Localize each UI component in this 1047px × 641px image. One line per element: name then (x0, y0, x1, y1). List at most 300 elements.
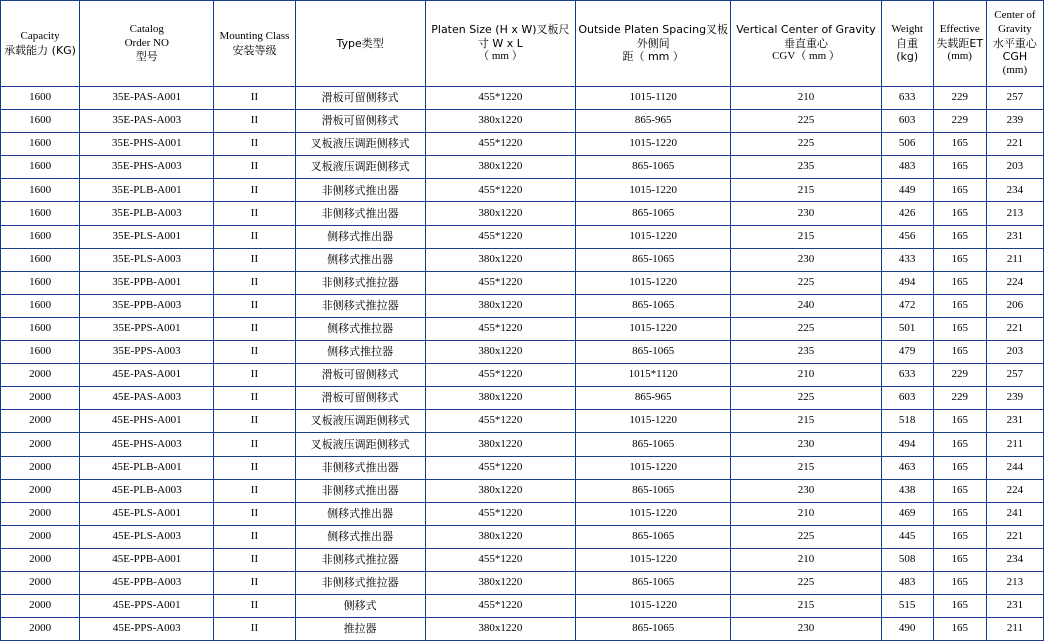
cell-center-of-gravity: 231 (986, 410, 1043, 433)
cell-outside-platen-spacing: 1015-1220 (576, 179, 731, 202)
cell-center-of-gravity: 221 (986, 317, 1043, 340)
cell-platen-size: 455*1220 (425, 364, 575, 387)
cell-platen-size: 380x1220 (425, 387, 575, 410)
cell-type: 叉板液压调距侧移式 (295, 410, 425, 433)
cell-mounting-class: II (214, 410, 295, 433)
cell-type: 叉板液压调距侧移式 (295, 156, 425, 179)
cell-effective-thickness: 165 (933, 248, 986, 271)
cell-order-no: 35E-PHS-A003 (80, 156, 214, 179)
cell-center-of-gravity: 244 (986, 456, 1043, 479)
column-header-capacity-text (3, 30, 77, 58)
header-row (1, 1, 1044, 87)
cell-outside-platen-spacing: 1015-1220 (576, 548, 731, 571)
cell-vertical-center-of-gravity: 210 (731, 502, 881, 525)
cell-outside-platen-spacing: 865-1065 (576, 248, 731, 271)
cell-capacity: 2000 (1, 387, 80, 410)
cell-platen-size: 455*1220 (425, 271, 575, 294)
cell-outside-platen-spacing: 1015-1220 (576, 410, 731, 433)
cell-weight: 494 (881, 433, 933, 456)
cell-effective-thickness: 165 (933, 525, 986, 548)
cell-weight: 490 (881, 618, 933, 641)
cell-effective-thickness: 165 (933, 133, 986, 156)
cell-outside-platen-spacing: 865-1065 (576, 618, 731, 641)
cell-type: 侧移式 (295, 595, 425, 618)
header-line: Center of (994, 9, 1036, 22)
cell-type: 侧移式推出器 (295, 248, 425, 271)
header-line: (mm) (1002, 64, 1028, 77)
cell-order-no: 45E-PPS-A001 (80, 595, 214, 618)
cell-order-no: 35E-PLS-A001 (80, 225, 214, 248)
header-line: Vertical Center of Gravity垂直重心 (736, 22, 876, 50)
cell-outside-platen-spacing: 1015-1220 (576, 133, 731, 156)
cell-outside-platen-spacing: 1015-1120 (576, 87, 731, 110)
cell-vertical-center-of-gravity: 230 (731, 433, 881, 456)
cell-vertical-center-of-gravity: 230 (731, 618, 881, 641)
cell-outside-platen-spacing: 865-1065 (576, 479, 731, 502)
cell-outside-platen-spacing: 1015-1220 (576, 271, 731, 294)
column-header-weight (881, 1, 933, 87)
cell-center-of-gravity: 211 (986, 433, 1043, 456)
cell-mounting-class: II (214, 317, 295, 340)
cell-center-of-gravity: 213 (986, 202, 1043, 225)
header-line: Capacity (20, 29, 60, 42)
cell-type: 滑板可留侧移式 (295, 110, 425, 133)
column-header-platen-size-text (428, 23, 573, 64)
cell-order-no: 35E-PLB-A003 (80, 202, 214, 225)
table-row (1, 525, 1044, 548)
cell-type: 非侧移式推拉器 (295, 548, 425, 571)
cell-platen-size: 455*1220 (425, 502, 575, 525)
cell-effective-thickness: 165 (933, 618, 986, 641)
table-row (1, 294, 1044, 317)
cell-center-of-gravity: 239 (986, 110, 1043, 133)
cell-order-no: 45E-PPB-A003 (80, 571, 214, 594)
cell-mounting-class: II (214, 433, 295, 456)
cell-mounting-class: II (214, 364, 295, 387)
table-row (1, 202, 1044, 225)
cell-platen-size: 380x1220 (425, 618, 575, 641)
header-line: Mounting Class (219, 29, 290, 42)
header-line: Type类型 (336, 36, 384, 50)
cell-mounting-class: II (214, 179, 295, 202)
cell-effective-thickness: 165 (933, 317, 986, 340)
cell-mounting-class: II (214, 502, 295, 525)
cell-capacity: 2000 (1, 479, 80, 502)
cell-vertical-center-of-gravity: 215 (731, 225, 881, 248)
cell-type: 滑板可留侧移式 (295, 87, 425, 110)
column-header-platen-size (425, 1, 575, 87)
cell-capacity: 2000 (1, 571, 80, 594)
header-line: 型号 (135, 50, 158, 64)
cell-type: 非侧移式推拉器 (295, 294, 425, 317)
cell-vertical-center-of-gravity: 210 (731, 548, 881, 571)
cell-order-no: 45E-PLB-A003 (80, 479, 214, 502)
cell-outside-platen-spacing: 865-1065 (576, 202, 731, 225)
cell-capacity: 1600 (1, 87, 80, 110)
cell-mounting-class: II (214, 341, 295, 364)
cell-effective-thickness: 229 (933, 87, 986, 110)
column-header-center-of-gravity (986, 1, 1043, 87)
cell-center-of-gravity: 234 (986, 179, 1043, 202)
cell-capacity: 2000 (1, 502, 80, 525)
cell-type: 侧移式推出器 (295, 502, 425, 525)
cell-effective-thickness: 165 (933, 225, 986, 248)
header-line: Weight (891, 22, 923, 35)
table-row (1, 179, 1044, 202)
cell-type: 叉板液压调距侧移式 (295, 133, 425, 156)
cell-weight: 633 (881, 87, 933, 110)
table-row (1, 410, 1044, 433)
cell-type: 叉板液压调距侧移式 (295, 433, 425, 456)
table-row (1, 502, 1044, 525)
cell-mounting-class: II (214, 294, 295, 317)
column-header-center-of-gravity-text (989, 9, 1041, 78)
cell-mounting-class: II (214, 110, 295, 133)
table-row (1, 479, 1044, 502)
cell-mounting-class: II (214, 595, 295, 618)
cell-type: 非侧移式推拉器 (295, 571, 425, 594)
cell-weight: 483 (881, 571, 933, 594)
table-header (1, 1, 1044, 87)
cell-weight: 456 (881, 225, 933, 248)
cell-platen-size: 455*1220 (425, 456, 575, 479)
cell-effective-thickness: 165 (933, 479, 986, 502)
cell-mounting-class: II (214, 202, 295, 225)
table-row (1, 364, 1044, 387)
cell-center-of-gravity: 224 (986, 271, 1043, 294)
cell-capacity: 2000 (1, 364, 80, 387)
cell-mounting-class: II (214, 618, 295, 641)
cell-center-of-gravity: 239 (986, 387, 1043, 410)
cell-platen-size: 380x1220 (425, 341, 575, 364)
cell-vertical-center-of-gravity: 225 (731, 271, 881, 294)
cell-platen-size: 380x1220 (425, 156, 575, 179)
cell-effective-thickness: 165 (933, 433, 986, 456)
cell-outside-platen-spacing: 1015-1220 (576, 456, 731, 479)
cell-order-no: 45E-PPS-A003 (80, 618, 214, 641)
cell-order-no: 45E-PHS-A001 (80, 410, 214, 433)
cell-center-of-gravity: 231 (986, 595, 1043, 618)
cell-mounting-class: II (214, 225, 295, 248)
cell-platen-size: 455*1220 (425, 548, 575, 571)
cell-capacity: 1600 (1, 294, 80, 317)
cell-capacity: 1600 (1, 110, 80, 133)
cell-weight: 449 (881, 179, 933, 202)
table-row (1, 595, 1044, 618)
cell-center-of-gravity: 234 (986, 548, 1043, 571)
cell-outside-platen-spacing: 865-1065 (576, 156, 731, 179)
cell-weight: 633 (881, 364, 933, 387)
cell-capacity: 2000 (1, 433, 80, 456)
cell-effective-thickness: 165 (933, 571, 986, 594)
cell-outside-platen-spacing: 1015-1220 (576, 317, 731, 340)
cell-center-of-gravity: 221 (986, 525, 1043, 548)
table-row (1, 456, 1044, 479)
cell-capacity: 1600 (1, 179, 80, 202)
cell-order-no: 35E-PPS-A001 (80, 317, 214, 340)
cell-platen-size: 455*1220 (425, 133, 575, 156)
cell-capacity: 1600 (1, 341, 80, 364)
table-row (1, 341, 1044, 364)
cell-weight: 515 (881, 595, 933, 618)
cell-effective-thickness: 229 (933, 364, 986, 387)
cell-effective-thickness: 165 (933, 202, 986, 225)
cell-capacity: 1600 (1, 133, 80, 156)
cell-weight: 479 (881, 341, 933, 364)
cell-type: 侧移式推拉器 (295, 317, 425, 340)
cell-mounting-class: II (214, 133, 295, 156)
cell-type: 侧移式推拉器 (295, 341, 425, 364)
header-line: (mm) (947, 50, 972, 63)
cell-effective-thickness: 165 (933, 271, 986, 294)
header-line: Order NO (124, 36, 169, 49)
cell-vertical-center-of-gravity: 230 (731, 479, 881, 502)
cell-platen-size: 380x1220 (425, 479, 575, 502)
cell-order-no: 45E-PAS-A003 (80, 387, 214, 410)
cell-outside-platen-spacing: 865-965 (576, 387, 731, 410)
cell-center-of-gravity: 203 (986, 156, 1043, 179)
header-line: Effective (939, 22, 980, 35)
table-row (1, 317, 1044, 340)
table-row (1, 156, 1044, 179)
column-header-effective-thickness (933, 1, 986, 87)
cell-outside-platen-spacing: 1015-1220 (576, 595, 731, 618)
cell-outside-platen-spacing: 865-1065 (576, 525, 731, 548)
cell-center-of-gravity: 203 (986, 341, 1043, 364)
cell-mounting-class: II (214, 548, 295, 571)
cell-outside-platen-spacing: 1015*1120 (576, 364, 731, 387)
cell-outside-platen-spacing: 1015-1220 (576, 225, 731, 248)
column-header-order-no (80, 1, 214, 87)
cell-mounting-class: II (214, 87, 295, 110)
cell-platen-size: 455*1220 (425, 410, 575, 433)
cell-weight: 506 (881, 133, 933, 156)
cell-type: 侧移式推出器 (295, 525, 425, 548)
cell-effective-thickness: 165 (933, 156, 986, 179)
header-line: 承载能力 (KG) (4, 43, 76, 57)
cell-outside-platen-spacing: 865-1065 (576, 433, 731, 456)
header-line: Outside Platen Spacing叉板外侧间 (578, 22, 729, 50)
header-line: CGV（ mm ） (772, 50, 840, 63)
cell-platen-size: 455*1220 (425, 317, 575, 340)
cell-platen-size: 380x1220 (425, 525, 575, 548)
cell-type: 非侧移式推出器 (295, 479, 425, 502)
table-row (1, 110, 1044, 133)
cell-effective-thickness: 165 (933, 595, 986, 618)
table-row (1, 225, 1044, 248)
cell-center-of-gravity: 206 (986, 294, 1043, 317)
cell-capacity: 2000 (1, 456, 80, 479)
column-header-outside-platen-spacing (576, 1, 731, 87)
cell-vertical-center-of-gravity: 235 (731, 156, 881, 179)
column-header-weight-text (884, 23, 931, 64)
column-header-capacity (1, 1, 80, 87)
cell-platen-size: 455*1220 (425, 87, 575, 110)
cell-center-of-gravity: 213 (986, 571, 1043, 594)
cell-order-no: 35E-PLS-A003 (80, 248, 214, 271)
cell-order-no: 35E-PPB-A001 (80, 271, 214, 294)
table-row (1, 548, 1044, 571)
cell-vertical-center-of-gravity: 215 (731, 456, 881, 479)
table-row (1, 571, 1044, 594)
cell-weight: 469 (881, 502, 933, 525)
cell-capacity: 2000 (1, 410, 80, 433)
cell-center-of-gravity: 257 (986, 87, 1043, 110)
cell-mounting-class: II (214, 271, 295, 294)
cell-vertical-center-of-gravity: 215 (731, 595, 881, 618)
table-row (1, 387, 1044, 410)
cell-capacity: 2000 (1, 525, 80, 548)
cell-center-of-gravity: 241 (986, 502, 1043, 525)
cell-platen-size: 380x1220 (425, 571, 575, 594)
cell-order-no: 35E-PPB-A003 (80, 294, 214, 317)
cell-mounting-class: II (214, 156, 295, 179)
cell-type: 非侧移式推出器 (295, 202, 425, 225)
column-header-type (295, 1, 425, 87)
cell-weight: 501 (881, 317, 933, 340)
table-row (1, 271, 1044, 294)
cell-order-no: 45E-PHS-A003 (80, 433, 214, 456)
cell-capacity: 2000 (1, 618, 80, 641)
cell-order-no: 35E-PAS-A003 (80, 110, 214, 133)
cell-weight: 438 (881, 479, 933, 502)
cell-type: 非侧移式推出器 (295, 179, 425, 202)
header-line: 安装等级 (232, 43, 277, 57)
cell-type: 非侧移式推拉器 (295, 271, 425, 294)
table-row (1, 618, 1044, 641)
cell-order-no: 45E-PLS-A003 (80, 525, 214, 548)
cell-effective-thickness: 165 (933, 294, 986, 317)
cell-center-of-gravity: 211 (986, 618, 1043, 641)
cell-vertical-center-of-gravity: 210 (731, 364, 881, 387)
cell-vertical-center-of-gravity: 225 (731, 525, 881, 548)
header-line: （ mm ） (478, 50, 523, 63)
cell-type: 侧移式推出器 (295, 225, 425, 248)
column-header-order-no-text (82, 23, 211, 64)
table-row (1, 133, 1044, 156)
cell-weight: 603 (881, 387, 933, 410)
cell-capacity: 1600 (1, 248, 80, 271)
cell-capacity: 1600 (1, 317, 80, 340)
cell-effective-thickness: 165 (933, 502, 986, 525)
cell-vertical-center-of-gravity: 215 (731, 179, 881, 202)
cell-effective-thickness: 165 (933, 456, 986, 479)
cell-weight: 433 (881, 248, 933, 271)
cell-outside-platen-spacing: 865-965 (576, 110, 731, 133)
cell-effective-thickness: 229 (933, 387, 986, 410)
cell-outside-platen-spacing: 865-1065 (576, 571, 731, 594)
cell-effective-thickness: 165 (933, 179, 986, 202)
cell-order-no: 45E-PAS-A001 (80, 364, 214, 387)
cell-weight: 508 (881, 548, 933, 571)
cell-order-no: 35E-PAS-A001 (80, 87, 214, 110)
cell-platen-size: 380x1220 (425, 433, 575, 456)
cell-mounting-class: II (214, 456, 295, 479)
cell-center-of-gravity: 231 (986, 225, 1043, 248)
cell-effective-thickness: 165 (933, 548, 986, 571)
column-header-mounting-class-text (216, 30, 292, 58)
cell-weight: 472 (881, 294, 933, 317)
cell-vertical-center-of-gravity: 225 (731, 387, 881, 410)
cell-weight: 426 (881, 202, 933, 225)
cell-capacity: 1600 (1, 225, 80, 248)
cell-outside-platen-spacing: 865-1065 (576, 341, 731, 364)
header-line: Platen Size (H x W)叉板尺寸 W x L (431, 22, 570, 50)
cell-center-of-gravity: 211 (986, 248, 1043, 271)
cell-vertical-center-of-gravity: 230 (731, 248, 881, 271)
cell-mounting-class: II (214, 525, 295, 548)
cell-platen-size: 455*1220 (425, 179, 575, 202)
cell-capacity: 1600 (1, 156, 80, 179)
cell-type: 滑板可留侧移式 (295, 364, 425, 387)
header-line: Catalog (129, 22, 164, 35)
cell-vertical-center-of-gravity: 210 (731, 87, 881, 110)
cell-platen-size: 380x1220 (425, 110, 575, 133)
cell-mounting-class: II (214, 479, 295, 502)
header-line: 距（ mm ） (622, 50, 684, 64)
column-header-vertical-center-of-gravity (731, 1, 881, 87)
cell-platen-size: 380x1220 (425, 248, 575, 271)
cell-type: 滑板可留侧移式 (295, 387, 425, 410)
cell-effective-thickness: 165 (933, 341, 986, 364)
cell-order-no: 35E-PHS-A001 (80, 133, 214, 156)
cell-order-no: 45E-PLB-A001 (80, 456, 214, 479)
cell-platen-size: 380x1220 (425, 294, 575, 317)
table-row (1, 248, 1044, 271)
cell-vertical-center-of-gravity: 240 (731, 294, 881, 317)
cell-weight: 518 (881, 410, 933, 433)
cell-order-no: 45E-PPB-A001 (80, 548, 214, 571)
cell-weight: 603 (881, 110, 933, 133)
cell-vertical-center-of-gravity: 235 (731, 341, 881, 364)
cell-vertical-center-of-gravity: 225 (731, 110, 881, 133)
header-line: 失载距ET (936, 36, 984, 50)
cell-platen-size: 455*1220 (425, 595, 575, 618)
cell-vertical-center-of-gravity: 230 (731, 202, 881, 225)
cell-capacity: 1600 (1, 271, 80, 294)
cell-outside-platen-spacing: 865-1065 (576, 294, 731, 317)
table-row (1, 433, 1044, 456)
cell-center-of-gravity: 221 (986, 133, 1043, 156)
header-line: Gravity (998, 22, 1032, 35)
cell-effective-thickness: 229 (933, 110, 986, 133)
cell-order-no: 35E-PLB-A001 (80, 179, 214, 202)
cell-order-no: 45E-PLS-A001 (80, 502, 214, 525)
column-header-outside-platen-spacing-text (578, 23, 728, 64)
cell-outside-platen-spacing: 1015-1220 (576, 502, 731, 525)
cell-mounting-class: II (214, 387, 295, 410)
cell-capacity: 2000 (1, 595, 80, 618)
header-line: 水平重心CGH (992, 36, 1037, 64)
cell-type: 非侧移式推出器 (295, 456, 425, 479)
table-body (1, 87, 1044, 641)
cell-weight: 483 (881, 156, 933, 179)
cell-mounting-class: II (214, 248, 295, 271)
table-row (1, 87, 1044, 110)
cell-vertical-center-of-gravity: 225 (731, 571, 881, 594)
cell-center-of-gravity: 224 (986, 479, 1043, 502)
cell-vertical-center-of-gravity: 225 (731, 133, 881, 156)
column-header-vertical-center-of-gravity-text (733, 23, 878, 64)
column-header-effective-thickness-text (936, 23, 984, 64)
cell-weight: 494 (881, 271, 933, 294)
cell-effective-thickness: 165 (933, 410, 986, 433)
header-line: 自重 (kg) (896, 36, 919, 64)
cell-vertical-center-of-gravity: 225 (731, 317, 881, 340)
cell-capacity: 2000 (1, 548, 80, 571)
cell-platen-size: 455*1220 (425, 225, 575, 248)
cell-platen-size: 380x1220 (425, 202, 575, 225)
